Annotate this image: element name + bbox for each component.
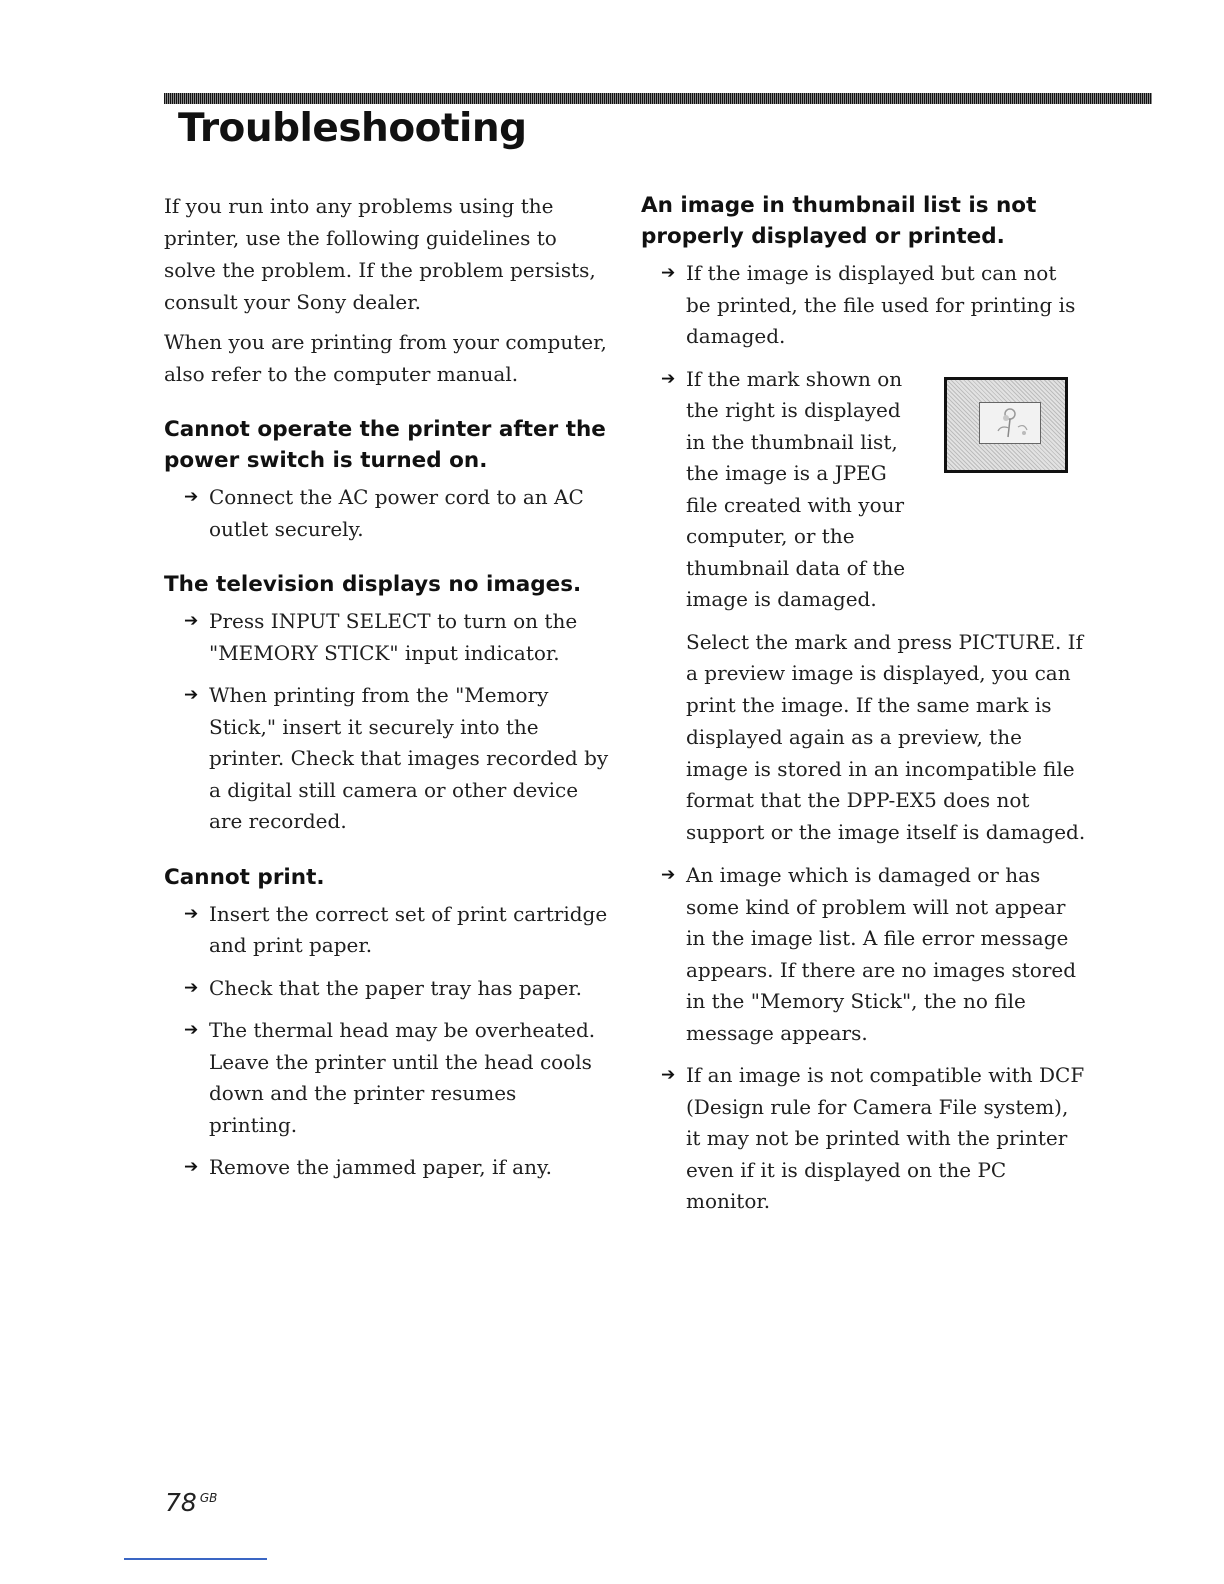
arrow-icon: ➔ — [661, 865, 676, 886]
bullet-text: The thermal head may be overheated. Leave the printer until the head cools down and the printer resumes printing. — [209, 1018, 596, 1137]
flower-sketch-icon — [980, 403, 1040, 443]
page-number-value: 78 — [165, 1488, 197, 1517]
arrow-icon: ➔ — [184, 487, 199, 507]
section-heading: The television displays no images. — [164, 572, 582, 597]
bullet-item — [164, 973, 609, 1005]
bullet-item — [164, 1152, 609, 1184]
thumbnail-image-icon — [979, 402, 1041, 444]
bullet-item — [164, 606, 609, 669]
intro-paragraph: If you run into any problems using the printer, use the following guidelines to solve the problem. If the problem persists, consult your Sony dealer. — [164, 194, 596, 314]
bullet-item — [641, 258, 1086, 353]
note-paragraph: Select the mark and press PICTURE. If a preview image is displayed, you can print the image. If the same mark is displayed again as a preview, the image is stored in an incompatible file format that the DPP-EX5 does not support or the image itself is damaged. — [686, 629, 1086, 845]
bullet-item — [164, 482, 609, 545]
arrow-icon: ➔ — [184, 1157, 199, 1177]
bullet-item — [164, 1015, 609, 1141]
bullet-text: Insert the correct set of print cartridge and print paper. — [209, 901, 608, 957]
bullet-text: Check that the paper tray has paper. — [209, 975, 583, 1000]
arrow-icon: ➔ — [661, 263, 676, 283]
bullet-item — [641, 860, 1086, 1049]
intro-paragraph: When you are printing from your computer, also refer to the computer manual. — [164, 330, 607, 386]
bullet-item — [641, 1060, 1086, 1218]
right-column — [641, 190, 1086, 1229]
arrow-icon: ➔ — [184, 903, 199, 924]
arrow-icon: ➔ — [661, 1065, 676, 1086]
arrow-icon: ➔ — [184, 611, 199, 631]
section-heading: Cannot print. — [164, 864, 325, 890]
bullet-text: If the mark shown on the right is displayed in the thumbnail list, the image is a JPEG file created with your computer, or the thumbnail data of the image is damaged. — [686, 366, 906, 611]
bullet-text: If the image is displayed but can not be printed, the file used for printing is damaged. — [686, 261, 1076, 348]
bullet-text: When printing from the "Memory Stick," insert it securely into the printer. Check that images recorded by a digital still camera or other device are recorded. — [209, 683, 609, 833]
section-heading: Cannot operate the printer after the power switch is turned on. — [164, 417, 606, 473]
bullet-text: Press INPUT SELECT to turn on the "MEMORY STICK" input indicator. — [209, 609, 578, 665]
bullet-text: Remove the jammed paper, if any. — [209, 1155, 552, 1179]
left-column — [164, 190, 609, 1195]
arrow-icon: ➔ — [184, 1020, 199, 1040]
bullet-item — [164, 680, 609, 838]
page-title: Troubleshooting — [178, 106, 527, 151]
bullet-text: An image which is damaged or has some kind of problem will not appear in the image list. A file error message appears. If there are no images stored in the "Memory Stick", the no file message appears. — [686, 863, 1077, 1045]
title-rule — [164, 93, 1152, 104]
bullet-item — [164, 899, 609, 962]
page-number — [165, 1488, 217, 1517]
broken-thumbnail-icon — [944, 377, 1068, 473]
bottom-rule — [124, 1558, 267, 1560]
page-number-suffix: GB — [199, 1490, 218, 1505]
bullet-text: If an image is not compatible with DCF (Design rule for Camera File system), it may not be printed with the printer even if it is displayed on the PC monitor. — [686, 1063, 1085, 1214]
arrow-icon: ➔ — [184, 685, 199, 705]
arrow-icon: ➔ — [184, 977, 199, 998]
bullet-item — [641, 364, 921, 616]
arrow-icon: ➔ — [661, 368, 676, 389]
section-heading: An image in thumbnail list is not properly displayed or printed. — [641, 193, 1037, 249]
bullet-text: Connect the AC power cord to an AC outlet securely. — [209, 485, 584, 541]
